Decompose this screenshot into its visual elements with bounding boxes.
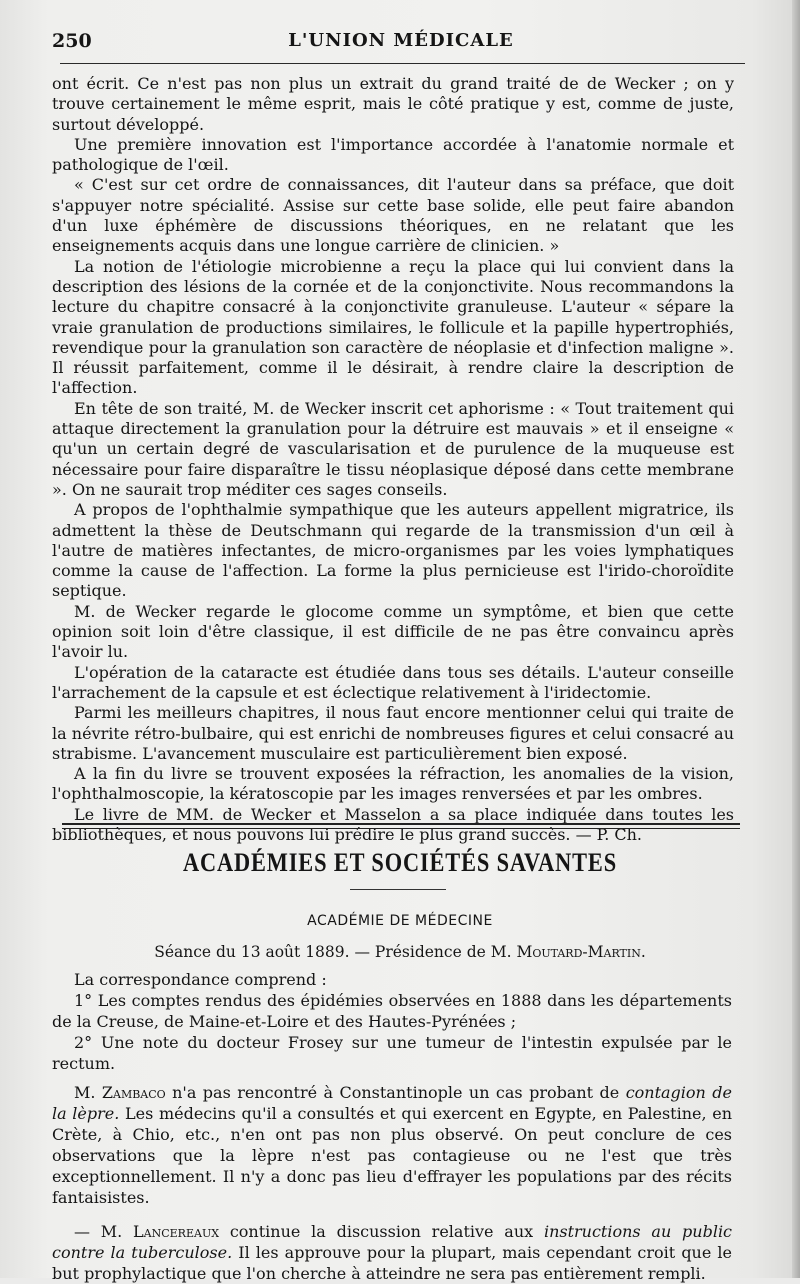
speaker-name: M. Zambaco [74, 1083, 166, 1102]
section-title: ACADÉMIES ET SOCIÉTÉS SAVANTES [182, 848, 618, 877]
paragraph-text: — M. [74, 1222, 134, 1241]
section-subheading: ACADÉMIE DE MÉDECINE [307, 913, 493, 929]
correspondence-intro: La correspondance comprend : [74, 970, 327, 989]
correspondence-item: 1° Les comptes rendus des épidémies observées en 1888 dans les départements de la Creuse, de Maine-et-Loire et des Hautes-Pyrénées ; [52, 991, 732, 1031]
zambaco-paragraph [52, 1082, 732, 1208]
review-paragraph-signed: Le livre de MM. de Wecker et Masselon a sa place indiquée dans toutes les bibliothèques, et nous pouvons lui prédire le plus grand succès. — P. Ch. [52, 804, 734, 844]
review-paragraph: A la fin du livre se trouvent exposées la réfraction, les anomalies de la vision, l'ophthalmoscopie, la kératoscopie par les images renversées et par les ombres. [52, 764, 734, 804]
speaker-name: Lancereaux [133, 1222, 220, 1241]
paragraph-italic: instructions au public contre la tuberculose. [52, 1222, 733, 1262]
correspondence-item: 2° Une note du docteur Frosey sur une tumeur de l'intestin expulsée par le rectum. [52, 1033, 732, 1073]
paragraph-text: Il les approuve pour la plupart, mais cependant croit que le but prophylactique que l'on cherche à atteindre ne sera pas entièrement rempli. [52, 1243, 733, 1283]
president-name: Moutard-Martin. [516, 943, 646, 961]
review-paragraph: Une première innovation est l'importance accordée à l'anatomie normale et pathologique de l'œil. [52, 134, 734, 175]
paragraph-text: n'a pas rencontré à Constantinople un cas probant de [165, 1083, 626, 1102]
page-number: 250 [52, 30, 92, 52]
review-paragraph: A propos de l'ophthalmie sympathique que les auteurs appellent migratrice, ils admettent la thèse de Deutschmann qui regarde de la transmission d'un œil à l'autre de matières infectantes, de micro-organismes par les voies lymphatiques comme la cause de l'affection. La forme la plus pernicieuse est l'irido-choroïdite septique. [52, 500, 734, 601]
header-rule [60, 63, 745, 64]
review-paragraph: « C'est sur cet ordre de connaissances, dit l'auteur dans sa préface, que doit s'appuyer notre spécialité. Assise sur cette base solide, elle peut faire abandon d'un luxe éphémère de discussions théoriques, en ne relatant que les enseignements acquis dans une longue carrière de clinicien. » [52, 175, 734, 256]
title-underline [350, 889, 446, 890]
section-rule-top [62, 823, 740, 825]
spacer [52, 1208, 732, 1221]
paragraph-text: continue la discussion relative aux [219, 1222, 544, 1241]
spacer [52, 1074, 732, 1082]
paragraph-italic: contagion de la lèpre. [52, 1083, 732, 1123]
review-paragraph: L'opération de la cataracte est étudiée dans tous ses détails. L'auteur conseille l'arrachement de la capsule et est éclectique relativement à l'iridectomie. [52, 662, 734, 702]
academy-proceedings [52, 969, 732, 1284]
lancereaux-paragraph [52, 1221, 732, 1284]
review-paragraph: Parmi les meilleurs chapitres, il nous faut encore mentionner celui qui traite de la névrite rétro-bulbaire, qui est enrichi de nombreuses figures et celui consacré au strabisme. L'avancement musculaire est particulièrement bien exposé. [52, 703, 734, 763]
running-title: L'UNION MÉDICALE [288, 30, 514, 51]
section-rule-bottom [62, 828, 740, 829]
session-text: Séance du 13 août 1889. — Présidence de M. [154, 943, 512, 961]
book-review [52, 74, 734, 845]
review-paragraph: La notion de l'étiologie microbienne a reçu la place qui lui convient dans la description des lésions de la cornée et de la conjonctivite. Nous recommandons la lecture du chapitre consacré à la conjonctivite granuleuse. L'auteur « sépare la vraie granulation de productions similaires, le follicule et la papille hypertrophiés, revendique pour la granulation son caractère de néoplasie et d'infection maligne ». Il réussit parfaitement, comme il le désirait, à rendre claire la description de l'affection. [52, 256, 734, 398]
paragraph-text: Les médecins qu'il a consultés et qui exercent en Egypte, en Palestine, en Crète, à Chio, etc., n'en ont pas non plus observé. On peut conclure de ces observations que la lèpre n'est pas contagieuse ou ne l'est que très exceptionnellement. Il n'y a donc pas lieu d'effrayer les populations par des récits fantaisistes. [52, 1104, 733, 1207]
page-edge [792, 0, 800, 1278]
review-paragraph: ont écrit. Ce n'est pas non plus un extrait du grand traité de de Wecker ; on y trouve certainement le même esprit, mais le côté pratique y est, comme de juste, surtout développé. [52, 74, 734, 134]
page-header [52, 30, 750, 60]
review-paragraph: En tête de son traité, M. de Wecker inscrit cet aphorisme : « Tout traitement qui attaque directement la granulation pour la détruire est mauvais » et il enseigne « qu'un un certain degré de vascularisation et de purulence de la muqueuse est nécessaire pour faire disparaître le tissu néoplasique déposé dans cette membrane ». On ne saurait trop méditer ces sages conseils. [52, 398, 734, 499]
review-paragraph: M. de Wecker regarde le glocome comme un symptôme, et bien que cette opinion soit loin d'être classique, il est difficile de ne pas être convaincu après l'avoir lu. [52, 601, 734, 662]
session-line [0, 943, 800, 961]
